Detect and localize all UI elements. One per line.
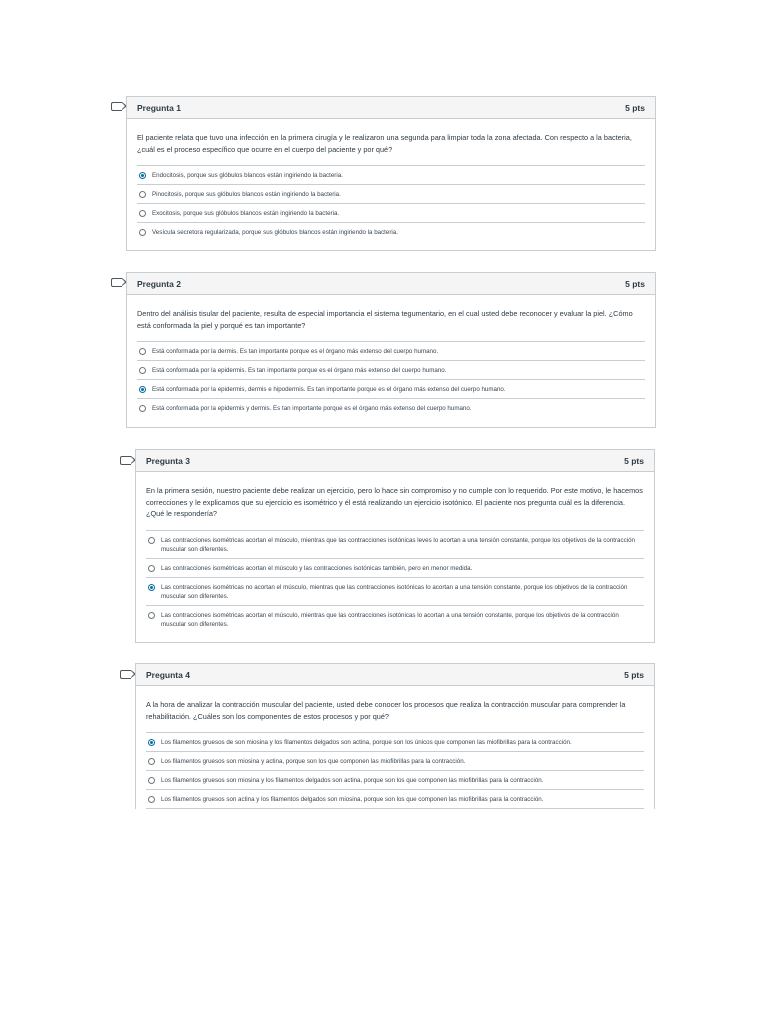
radio-icon[interactable] xyxy=(148,777,155,784)
answer-label: Exocitosis, porque sus glóbulos blancos están ingiriendo la bacteria. xyxy=(152,210,340,217)
answer-option[interactable] xyxy=(146,531,644,559)
answer-option[interactable] xyxy=(146,606,644,633)
question-title: Pregunta 3 xyxy=(146,455,190,466)
answer-label: Vesícula secretora regularizada, porque sus glóbulos blancos están ingiriendo la bacteria. xyxy=(152,229,398,236)
flag-question-icon[interactable] xyxy=(111,102,122,111)
answer-option[interactable] xyxy=(137,342,645,361)
question-header xyxy=(127,273,655,295)
radio-icon[interactable] xyxy=(139,367,146,374)
question-title: Pregunta 2 xyxy=(137,278,181,289)
answer-option[interactable] xyxy=(137,380,645,399)
answer-option[interactable] xyxy=(137,204,645,223)
answer-label: Las contracciones isométricas acortan el músculo y las contracciones isotónicas también, pero en menor medida. xyxy=(161,564,473,572)
answer-label: Los filamentos gruesos son miosina y los filamentos delgados son actina, porque son los que componen las miofibrillas para la contracción. xyxy=(161,777,544,784)
question-points: 5 pts xyxy=(624,669,644,680)
answer-option[interactable] xyxy=(137,399,645,417)
question-text: En la primera sesión, nuestro paciente debe realizar un ejercicio, pero lo hace sin compromiso y no cumple con lo requerido. Por este motivo, le hacemos correcciones y le explicamos que su ejercicio es isométrico y él está realizando un ejercicio isotónico. El paciente nos pregunta cuál es la diferencia. ¿Qué le respondería? xyxy=(146,486,643,518)
flag-question-icon[interactable] xyxy=(120,456,131,465)
question-1-card xyxy=(126,96,656,251)
answer-list xyxy=(137,341,645,417)
answer-label: Está conformada por la epidermis, dermis e hipodermis. Es tan importante porque es el órgano más extenso del cuerpo humano. xyxy=(152,386,506,393)
radio-icon[interactable] xyxy=(148,758,155,765)
answer-label: Los filamentos gruesos son miosina y actina, porque son los que componen las miofibrillas para la contracción. xyxy=(161,758,466,765)
flag-question-icon[interactable] xyxy=(111,278,122,287)
answer-label: Está conformada por la dermis. Es tan importante porque es el órgano más extenso del cuerpo humano. xyxy=(152,348,439,355)
answer-option[interactable] xyxy=(146,752,644,771)
answer-label: Está conformada por la epidermis. Es tan importante porque es el órgano más extenso del cuerpo humano. xyxy=(152,367,447,374)
question-text: El paciente relata que tuvo una infección en la primera cirugía y le realizaron una segunda para limpiar toda la zona afectada. Con respecto a la bacteria, ¿cuál es el proceso específico que ocurre en el cuerpo del paciente y por qué? xyxy=(137,133,632,154)
answer-label: Los filamentos gruesos de son miosina y los filamentos delgados son actina, porque son los únicos que componen las miofibrillas para la contracción. xyxy=(161,739,572,746)
answer-label: Los filamentos gruesos son actina y los filamentos delgados son miosina, porque son los que componen las miofibrillas para la contracción. xyxy=(161,796,544,803)
radio-selected-icon[interactable] xyxy=(148,584,155,591)
question-4-card xyxy=(135,663,655,809)
question-points: 5 pts xyxy=(624,455,644,466)
radio-icon[interactable] xyxy=(148,612,155,619)
answer-option[interactable] xyxy=(146,578,644,606)
question-3-card xyxy=(135,449,655,643)
answer-option[interactable] xyxy=(137,185,645,204)
radio-icon[interactable] xyxy=(148,537,155,544)
question-text: A la hora de analizar la contracción muscular del paciente, usted debe conocer los procesos que realiza la contracción muscular para comprender la rehabilitación. ¿Cuáles son los componentes de estos procesos y por qué? xyxy=(146,700,626,721)
question-header xyxy=(136,664,654,686)
answer-option[interactable] xyxy=(146,559,644,578)
radio-selected-icon[interactable] xyxy=(148,739,155,746)
radio-icon[interactable] xyxy=(139,210,146,217)
question-title: Pregunta 1 xyxy=(137,102,181,113)
radio-icon[interactable] xyxy=(148,565,155,572)
answer-option[interactable] xyxy=(137,166,645,185)
answer-option[interactable] xyxy=(146,771,644,790)
radio-selected-icon[interactable] xyxy=(139,386,146,393)
question-points: 5 pts xyxy=(625,278,645,289)
radio-icon[interactable] xyxy=(139,348,146,355)
question-points: 5 pts xyxy=(625,102,645,113)
answer-label: Las contracciones isométricas acortan el músculo, mientras que las contracciones isotónicas leves lo acortan a una tensión constante, porque los objetivos de la contracción muscular son diferentes. xyxy=(161,536,635,553)
answer-option[interactable] xyxy=(137,361,645,380)
answer-list xyxy=(146,530,644,633)
radio-icon[interactable] xyxy=(139,229,146,236)
answer-label: Endocitosis, porque sus glóbulos blancos están ingiriendo la bacteria. xyxy=(152,172,343,179)
answer-label: Las contracciones isométricas acortan el músculo, mientras que las contracciones isotónicas lo acortan a una tensión constante, porque los objetivos de la contracción muscular son diferentes. xyxy=(161,611,619,628)
radio-icon[interactable] xyxy=(139,191,146,198)
question-text: Dentro del análisis tisular del paciente, resulta de especial importancia el sistema tegumentario, en el cual usted debe reconocer y evaluar la piel. ¿Cómo está conformada la piel y porqué es tan importante? xyxy=(137,309,633,330)
question-header xyxy=(127,97,655,119)
question-2-card xyxy=(126,272,656,428)
radio-icon[interactable] xyxy=(139,405,146,412)
answer-label: Las contracciones isométricas no acortan el músculo, mientras que las contracciones isotónicas lo acortan a una tensión constante, porque los objetivos de la contracción muscular son diferentes. xyxy=(161,583,628,600)
answer-option[interactable] xyxy=(146,733,644,752)
answer-label: Está conformada por la epidermis y dermis. Es tan importante porque es el órgano más extenso del cuerpo humano. xyxy=(152,405,472,412)
answer-list xyxy=(146,732,644,809)
flag-question-icon[interactable] xyxy=(120,670,131,679)
question-title: Pregunta 4 xyxy=(146,669,190,680)
answer-option[interactable] xyxy=(146,790,644,809)
question-header xyxy=(136,450,654,472)
answer-list xyxy=(137,165,645,241)
answer-option[interactable] xyxy=(137,223,645,241)
radio-icon[interactable] xyxy=(148,796,155,803)
radio-selected-icon[interactable] xyxy=(139,172,146,179)
answer-label: Pinocitosis, porque sus glóbulos blancos están ingiriendo la bacteria. xyxy=(152,191,341,198)
